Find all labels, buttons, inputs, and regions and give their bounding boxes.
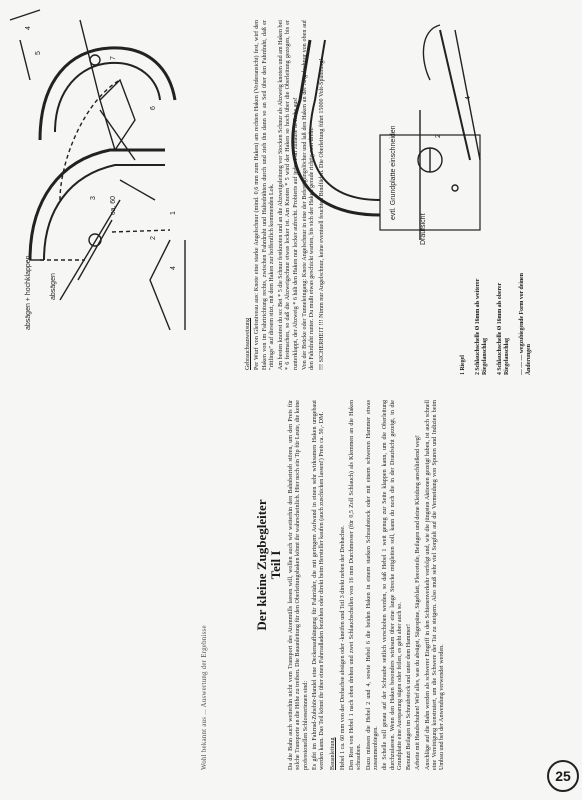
title-line-1: Der kleine Zugbegleiter — [254, 499, 269, 631]
label-n60: ca. 60 — [110, 195, 117, 215]
section-heading: Bauanleitung — [330, 737, 337, 770]
label-n4c: 4 — [465, 96, 472, 100]
paragraph: Dazu müssen die Hebel 2 und 4, sowie Hebel 6 die beiden Haken in einem starken Schraubstock oder mit einem schweren Hammer etwas zusammenbiegen. — [365, 400, 379, 770]
top-view-drawing — [293, 25, 480, 240]
paragraph: Am besten knotest du so: Bei * 5 die Schnur festknoten und an die Abzweigsleitung vor Stocken Schnur als Abzweig knoten und am Haken bei * 6 festmachen, so daß die Abzweigschnur etwas locker ist. Am Knoten * 5 wird der Haken so hoch über die Oberleitung gezogen, bis er runterklappt, der Abzweig * 6 hält den Haken nur locker aufrecht. Probierts auf jeden Fall zuhause in Ruhe aus! — [278, 20, 299, 370]
hook-front-view — [10, 10, 175, 150]
paragraph: Den Rest von Hebel 1 nach oben drehen und zwei Schlauchschellen von 16 mm Durchmesser (für 0,5 Zoll Schlauch) als Klemmen an die Haken schrauben. — [349, 400, 363, 770]
label-n1: 1 — [170, 211, 177, 215]
label-abs-fold: absägen + hochklappen — [25, 255, 32, 330]
label-n5: 5 — [35, 51, 42, 55]
paragraph: Arbeite mit Handschuhen! Wirf alles, was du absägst, Sägespäne, Sägeblatt, Fleeceteile, Beilagen und deine Kleidung anschließend weg! — [415, 435, 422, 770]
paragraph: Benutzt Beilagen im Schraubstock und unter dem Hammer! — [406, 623, 413, 770]
label-n2: 2 — [150, 236, 157, 240]
label-n2b: 2 — [435, 134, 442, 138]
paragraph: !!! SICHERHEIT !!! Nimm nur Angelschnur, keine eventuell feuchten Bindfäden. Die Oberleitung führt 15000 Volt-Spannung! — [318, 58, 325, 370]
label-draufsicht: Draufsicht — [420, 213, 427, 245]
paragraph: Per Wurf von Gleisniveau aus: Knote eine starke Angelschnur (mind. 0,6 mm zum Haken) am rechten Haken (Vorderansicht) fest, wirf den Haken von im Fahrtrichtung rechts, zwischen Fahrdraht und Haltedrähten durch und zieh ihn dann so an Seil über den Fahrdraht, daß er "rittlings" auf diesem sitzt, mit dem Haken zur hoffentlich kommenden Lok. — [254, 20, 275, 370]
label-grundplatte: evtl. Grundplatte einschneiden — [390, 125, 397, 220]
page-number: 25 — [547, 760, 579, 792]
legend-item: 2 Schlauchschelle Ø 16mm als weiterer Riegelanschlag — [475, 278, 488, 375]
paragraph: Anschläge auf die Bahn werden als schwerer Eingriff in den Schienenverkehr verfolgt und, wie die jüngsten Aktionen gezeigt haben, ist auch schnell eine Vereinigung konstruiert, um die Schwere der Tat zu steigern. Also muß sehr viel Sorgfalt auf die Vermeidung von Spuren und Indizien beim Umbau und bei der Anwendung verwendet werden. — [424, 400, 446, 770]
paragraph: Es gibt im Fahrrad-Zubehör-Handel eine Deckenaufhängung für Fahrräder, die mit geringem Aufwand in einen sehr wirksamen Haken umgebaut werden kann. Das Teil könnt ihr über einen Fahrradladen beziehen oder direkt beim Hersteller kaufen (auch zuschicken lassen!) Preis ca. 50,- DM. — [311, 400, 326, 770]
legend-item: 1 Riegel — [460, 355, 466, 375]
legend-item: — — — wegzubiegende Form vor deinen Änderungen — [519, 273, 532, 375]
label-n7: 7 — [110, 56, 117, 60]
section-heading: Gebrauchsanweisung — [245, 317, 251, 370]
paragraph: Von der Brücke oder Tunneleingang: Knote Angelschnur in eine der Befestigungslöcher und laß den Haken an der Angelschnur von oben auf den Fahrdraht runter. Du mußt etwas geschickt warten, bis sich der Haken gerade richtig rum dreht. — [302, 20, 316, 370]
legend-item: 4 Schlauchschelle Ø 16mm als oberer Riegelanschlag — [497, 282, 510, 375]
header-note: Wohl bekannt aus ... Auswertung der Ergebnisse — [200, 625, 208, 770]
title-line-2: Teil I — [268, 550, 283, 580]
paragraph: Da die Bahn auch weiterhin nicht vom Transport des Atommülls lassen will, wollen auch wir weiterhin den Bahnbetrieb stören, um den Preis für solche Transporte an die Höhe zu treiben. Die Bauanleitung für den Oberleitungshaken könnt ihr wahrscheinlich. Hier noch ein Tip für Leute, die keine professionellen Schlosserinnen sind: — [288, 400, 309, 770]
label-n3: 3 — [90, 196, 97, 200]
label-n4: 4 — [170, 266, 177, 270]
label-abs-cut: absägen — [50, 273, 57, 300]
paragraph: Hebel 1 ca. 60 mm von der Drehachse absägen oder -kneifen und Teil 3 direkt neben der Drehachse. — [339, 525, 346, 770]
label-n6: 6 — [150, 106, 157, 110]
paragraph: die Schelle soll genau auf der Schraube seitlich verschoben werden, so daß Hebel 1 weit genug zur Seite klappen kann, um die Oberleitung durchzulassen. Wenn den Haken besonders wirksam über eine lange Strecke mitgleiten soll, kann du noch die in der Draufsicht gezeigt, in die Grundplatte eine Aussparung sägen oder feilen, es geht aber auch so. — [382, 400, 403, 770]
label-n4b: 4 — [25, 26, 32, 30]
